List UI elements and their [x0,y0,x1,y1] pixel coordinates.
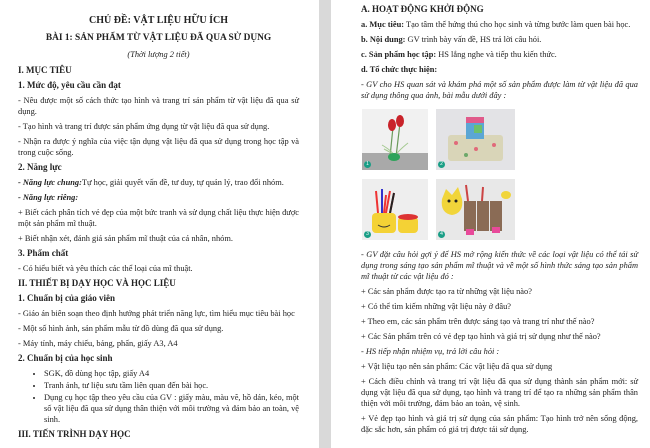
list-item: • Tranh ảnh, tư liệu sưu tầm liên quan đến bài học. [44,380,299,391]
pen-holder-image [362,179,428,240]
paragraph: + Biết nhận xét, đánh giá sản phẩm mĩ thuật của cá nhân, nhóm. [18,234,233,243]
paragraph: - Có hiểu biết và yêu thích các thể loại của mĩ thuật. [18,264,193,273]
image-number-badge: 2 [438,161,445,168]
paragraph: - Máy tính, máy chiếu, bảng, phấn, giấy A3, A4 [18,339,178,348]
cat-pen-holder-image [436,179,515,240]
image-number-badge: 3 [364,231,371,238]
paragraph [18,177,299,188]
paragraph: - Tạo hình và trang trí được sản phẩm ứng dụng từ vật liệu đã qua sử dụng. [18,122,270,131]
section-heading: A. HOẠT ĐỘNG KHỞI ĐỘNG [361,4,484,14]
bullet-list [44,368,299,425]
paragraph: d. Tổ chức thực hiện: [361,65,438,74]
text: GV trình bày vấn đề, HS trả lời câu hỏi. [405,35,542,44]
section-heading: II. THIẾT BỊ DẠY HỌC VÀ HỌC LIỆU [18,278,176,288]
paragraph: - Nhận ra được ý nghĩa của việc tận dụng vật liệu đã qua sử dụng trong học tập và trong cuộc sống. [18,137,299,157]
image-grid [362,109,638,240]
page-left [0,0,319,448]
answer-item: + Cách điều chỉnh và trang trí vật liệu đã qua sử dụng thành sản phẩm mới: sử dụng vật liệu đã qua sử dụng, tạo hình và trang trí để tạo ra những sản phẩm thân thiện với môi trường, đảm bảo an toàn, vệ sinh. [361,377,638,408]
duration: (Thời lượng 2 tiết) [127,50,190,59]
question-item: + Có thể tìm kiếm những vật liệu này ở đâu? [361,302,511,311]
subsection-heading: 2. Chuẩn bị của học sinh [18,353,113,363]
paragraph: - Giáo án biên soạn theo định hướng phát triển năng lực, tìm hiểu mục tiêu bài học [18,309,295,318]
paragraph [361,34,638,45]
label: - Năng lực chung: [18,178,82,187]
question-item: + Các sản phẩm được tạo ra từ những vật liệu nào? [361,287,532,296]
section-heading: III. TIẾN TRÌNH DẠY HỌC [18,429,131,439]
question-item: + Các Sản phẩm trên có vẻ đẹp tạo hình và giá trị sử dụng như thế nào? [361,332,601,341]
paragraph [361,19,638,30]
paper-cup-image [436,109,515,170]
subsection-heading: 1. Chuẩn bị của giáo viên [18,293,116,303]
label: a. Mục tiêu: [361,20,405,29]
image-number-badge: 1 [364,161,371,168]
lesson-title: BÀI 1: SẢN PHẨM TỪ VẬT LIỆU ĐÃ QUA SỬ DỤNG [45,33,272,43]
list-item: • SGK, đồ dùng học tập, giấy A4 [44,368,299,379]
paragraph [361,49,638,60]
paragraph: + Biết cách phân tích vẻ đẹp của một bức tranh và sử dụng chất liệu thực hiện được một sản phẩm mĩ thuật. [18,208,299,228]
image-number-badge: 4 [438,231,445,238]
text: Tự học, giải quyết vấn đề, tư duy, tự quản lý, trao đổi nhóm. [81,178,284,187]
answer-item: + Vẻ đẹp tạo hình và giá trị sử dụng của sản phẩm: Tạo hình trở nên sống động, đặc sắc hơn, sản phẩm có giá trị được tái sử dụng. [361,414,638,434]
topic-title: CHỦ ĐỀ: VẬT LIỆU HỮU ÍCH [89,15,228,26]
text: Tạo tâm thế hứng thú cho học sinh và từng bước làm quen bài học. [404,20,631,29]
section-heading: I. MỤC TIÊU [18,65,72,75]
label: c. Sản phẩm học tập: [361,50,437,59]
paragraph: - HS tiếp nhận nhiệm vụ, trả lời câu hỏi : [361,347,500,356]
page-right [331,0,650,448]
paragraph: - GV đặt câu hỏi gợi ý để HS mở rộng kiến thức về các loại vật liệu có thể tái sử dụng trong sáng tạo sản phẩm mĩ thuật và về một số hình thức sáng tạo sản phẩm mĩ thuật từ các vật liệu đó : [361,250,638,281]
text: HS lắng nghe và tiếp thu kiến thức. [436,50,557,59]
paragraph: - Một số hình ảnh, sản phẩm mẫu từ đồ dùng đã qua sử dụng. [18,324,224,333]
subsection-heading: 3. Phẩm chất [18,248,69,258]
answer-item: + Vật liệu tạo nên sản phẩm: Các vật liệu đã qua sử dụng [361,362,553,371]
paragraph: - GV cho HS quan sát và khám phá một số sản phẩm được làm từ vật liệu đã qua sử dụng thông qua ảnh, bài mẫu dưới đây : [361,80,638,100]
bottle-flower-image [362,109,428,170]
list-item: • Dụng cụ học tập theo yêu cầu của GV : giấy màu, màu vẽ, hồ dán, kéo, một số vật liệu đã qua sử dụng thân thiện với môi trường và đảm bảo an toàn, vệ sinh. [44,392,299,425]
question-item: + Theo em, các sản phẩm trên được sáng tạo và trang trí như thế nào? [361,317,595,326]
label: b. Nội dung: [361,35,406,44]
paragraph: - Nêu được một số cách thức tạo hình và trang trí sản phẩm từ vật liệu đã qua sử dụng. [18,96,299,116]
subsection-heading: 1. Mức độ, yêu cầu cần đạt [18,80,121,90]
subsection-heading: 2. Năng lực [18,162,62,172]
paragraph: - Năng lực riêng: [18,193,79,202]
